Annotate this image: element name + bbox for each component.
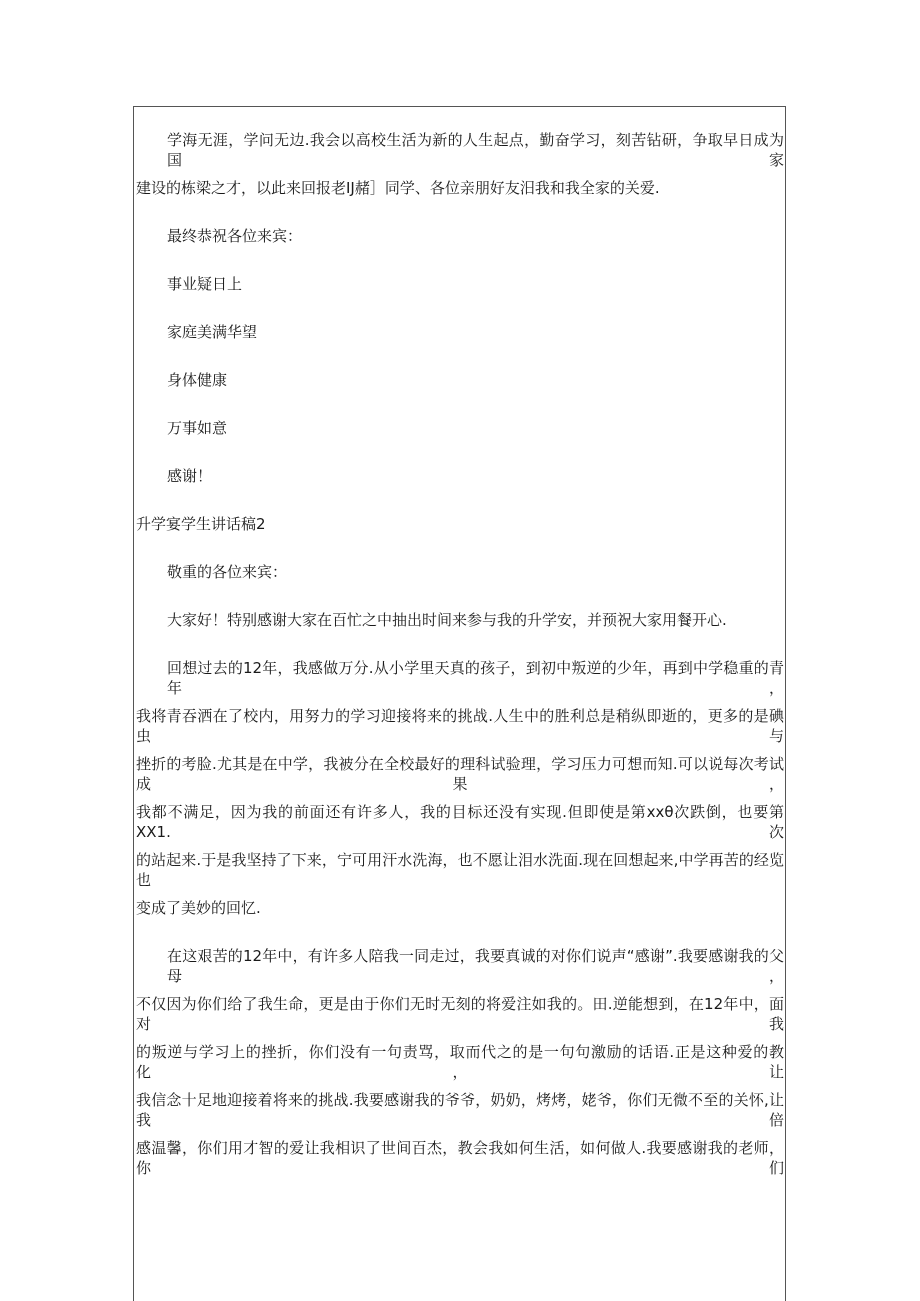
paragraph-line: 的站起来.于是我坚持了下来，宁可用汗水洗海，也不愿让泪水洗面.现在回想起来,中学再苦的经览也 bbox=[136, 851, 784, 889]
paragraph-line: 感温馨，你们用才智的爱让我相识了世间百杰，教会我如何生活，如何做人.我要感谢我的老师，你们 bbox=[136, 1139, 784, 1177]
section-heading: 升学宴学生讲话稿2 bbox=[136, 515, 266, 533]
paragraph-line: 最终恭祝各位来宾： bbox=[167, 227, 303, 245]
paragraph-line: 我将青吞洒在了校内，用努力的学习迎接将来的挑战.人生中的胜利总是稍纵即逝的，更多的是碘虫与 bbox=[136, 707, 784, 745]
paragraph-line: 大家好！特别感谢大家在百忙之中抽出时间来参与我的升学安，并预祝大家用餐开心. bbox=[167, 611, 727, 629]
paragraph-line: 敬重的各位来宾： bbox=[167, 563, 288, 581]
paragraph-line: 家庭美满华望 bbox=[167, 323, 258, 341]
paragraph-line: 变成了美妙的回忆. bbox=[136, 899, 261, 917]
paragraph-line: 我信念十足地迎接着将来的挑战.我要感谢我的爷爷，奶奶，烤烤，姥爷，你们无微不至的关怀,让我倍 bbox=[136, 1091, 784, 1129]
paragraph-line: 的叛逆与学习上的挫折，你们没有一句责骂，取而代之的是一句句激励的话语.正是这种爱的教化，让 bbox=[136, 1043, 784, 1081]
paragraph-line: 建设的栋梁之才，以此来回报老IJ赭］同学、各位亲朋好友汨我和我全家的关爱. bbox=[136, 179, 660, 197]
paragraph-line: 身体健康 bbox=[167, 371, 228, 389]
paragraph-line: 学海无涯，学问无边.我会以高校生活为新的人生起点，勤奋学习，刻苦钻研，争取早日成为国家 bbox=[167, 131, 784, 169]
paragraph-line: 在这艰苦的12年中，有许多人陪我一同走过，我要真诚的对你们说声“感谢”.我要感谢我的父母， bbox=[167, 947, 784, 985]
paragraph-line: 我都不满足，因为我的前面还有许多人，我的目标还没有实现.但即使是第xxθ次跌倒，也要第XX1.次 bbox=[136, 803, 784, 841]
paragraph-line: 事业疑日上 bbox=[167, 275, 243, 293]
paragraph-line: 挫折的考脸.尤其是在中学，我被分在全校最好的理科试验理，学习压力可想而知.可以说每次考试成果， bbox=[136, 755, 784, 793]
paragraph-line: 万事如意 bbox=[167, 419, 228, 437]
paragraph-line: 不仅因为你们给了我生命，更是由于你们无时无刻的将爱注如我的。田.逆能想到，在12年中，面对我 bbox=[136, 995, 784, 1033]
paragraph-line: 回想过去的12年，我感做万分.从小学里天真的孩子，到初中叛逆的少年，再到中学稳重的青年， bbox=[167, 659, 784, 697]
paragraph-line: 感谢！ bbox=[167, 467, 213, 485]
